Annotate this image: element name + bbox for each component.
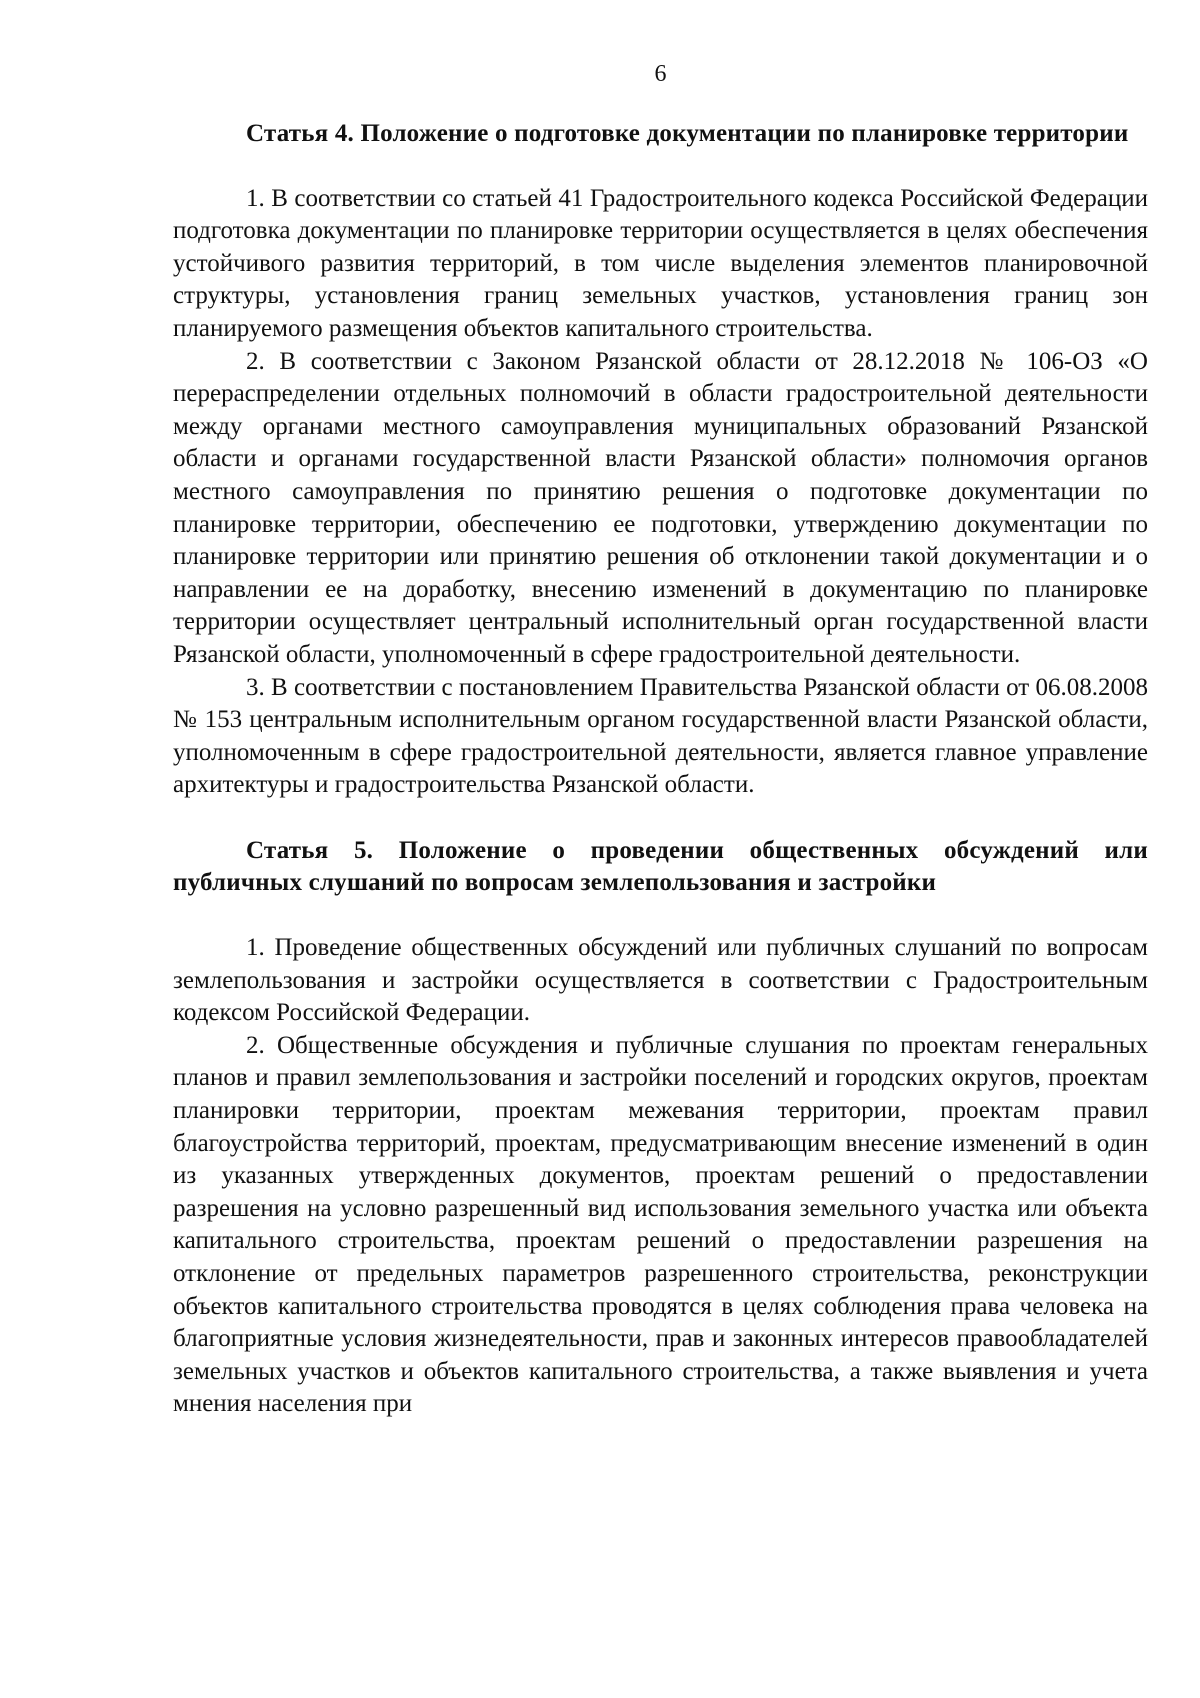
article-paragraph: 2. В соответствии с Законом Рязанской области от 28.12.2018 № 106-ОЗ «О перераспределении отдельных полномочий в области градостроительной деятельности между органами местного самоуправления муниципальных образований Рязанской области и органами государственной власти Рязанской области» полномочия органов местного самоуправления по принятию решения о подготовке документации по планировке территории, обеспечению ее подготовки, утверждению документации по планировке территории или принятию решения об отклонении такой документации и о направлении ее на доработку, внесению изменений в документацию по планировке территории осуществляет центральный исполнительный орган государственной власти Рязанской области, уполномоченный в сфере градостроительной деятельности. [173,347,1148,668]
article-heading: Статья 4. Положение о подготовке документации по планировке территории [246,120,1129,147]
article-paragraph: 1. Проведение общественных обсуждений или публичных слушаний по вопросам землепользования и застройки осуществляется в соответствии с Градостроительным кодексом Российской Федерации. [173,934,1148,1027]
article-paragraph: 1. В соответствии со статьей 41 Градостроительного кодекса Российской Федерации подготовка документации по планировке территории осуществляется в целях обеспечения устойчивого развития территорий, в том числе выделения элементов планировочной структуры, установления границ земельных участков, установления границ зон планируемого размещения объектов капитального строительства. [173,184,1148,342]
article-heading: Статья 5. Положение о проведении общественных обсуждений или публичных слушаний по вопросам землепользования и застройки [173,836,1148,897]
article-4 [173,118,1148,802]
document-content [173,118,1148,1421]
article-5 [173,835,1148,1421]
article-paragraph: 3. В соответствии с постановлением Правительства Рязанской области от 06.08.2008 № 153 центральным исполнительным органом государственной власти Рязанской области, уполномоченным в сфере градостроительной деятельности, является главное управление архитектуры и градостроительства Рязанской области. [173,673,1148,799]
article-paragraph: 2. Общественные обсуждения и публичные слушания по проектам генеральных планов и правил землепользования и застройки поселений и городских округов, проектам планировки территории, проектам межевания территории, проектам правил благоустройства территорий, проектам, предусматривающим внесение изменений в один из указанных утвержденных документов, проектам решений о предоставлении разрешения на условно разрешенный вид использования земельного участка или объекта капитального строительства, проектам решений о предоставлении разрешения на отклонение от предельных параметров разрешенного строительства, реконструкции объектов капитального строительства проводятся в целях соблюдения права человека на благоприятные условия жизнедеятельности, прав и законных интересов правообладателей земельных участков и объектов капитального строительства, а также выявления и учета мнения населения при [173,1031,1148,1418]
page-number: 6 [654,61,667,87]
